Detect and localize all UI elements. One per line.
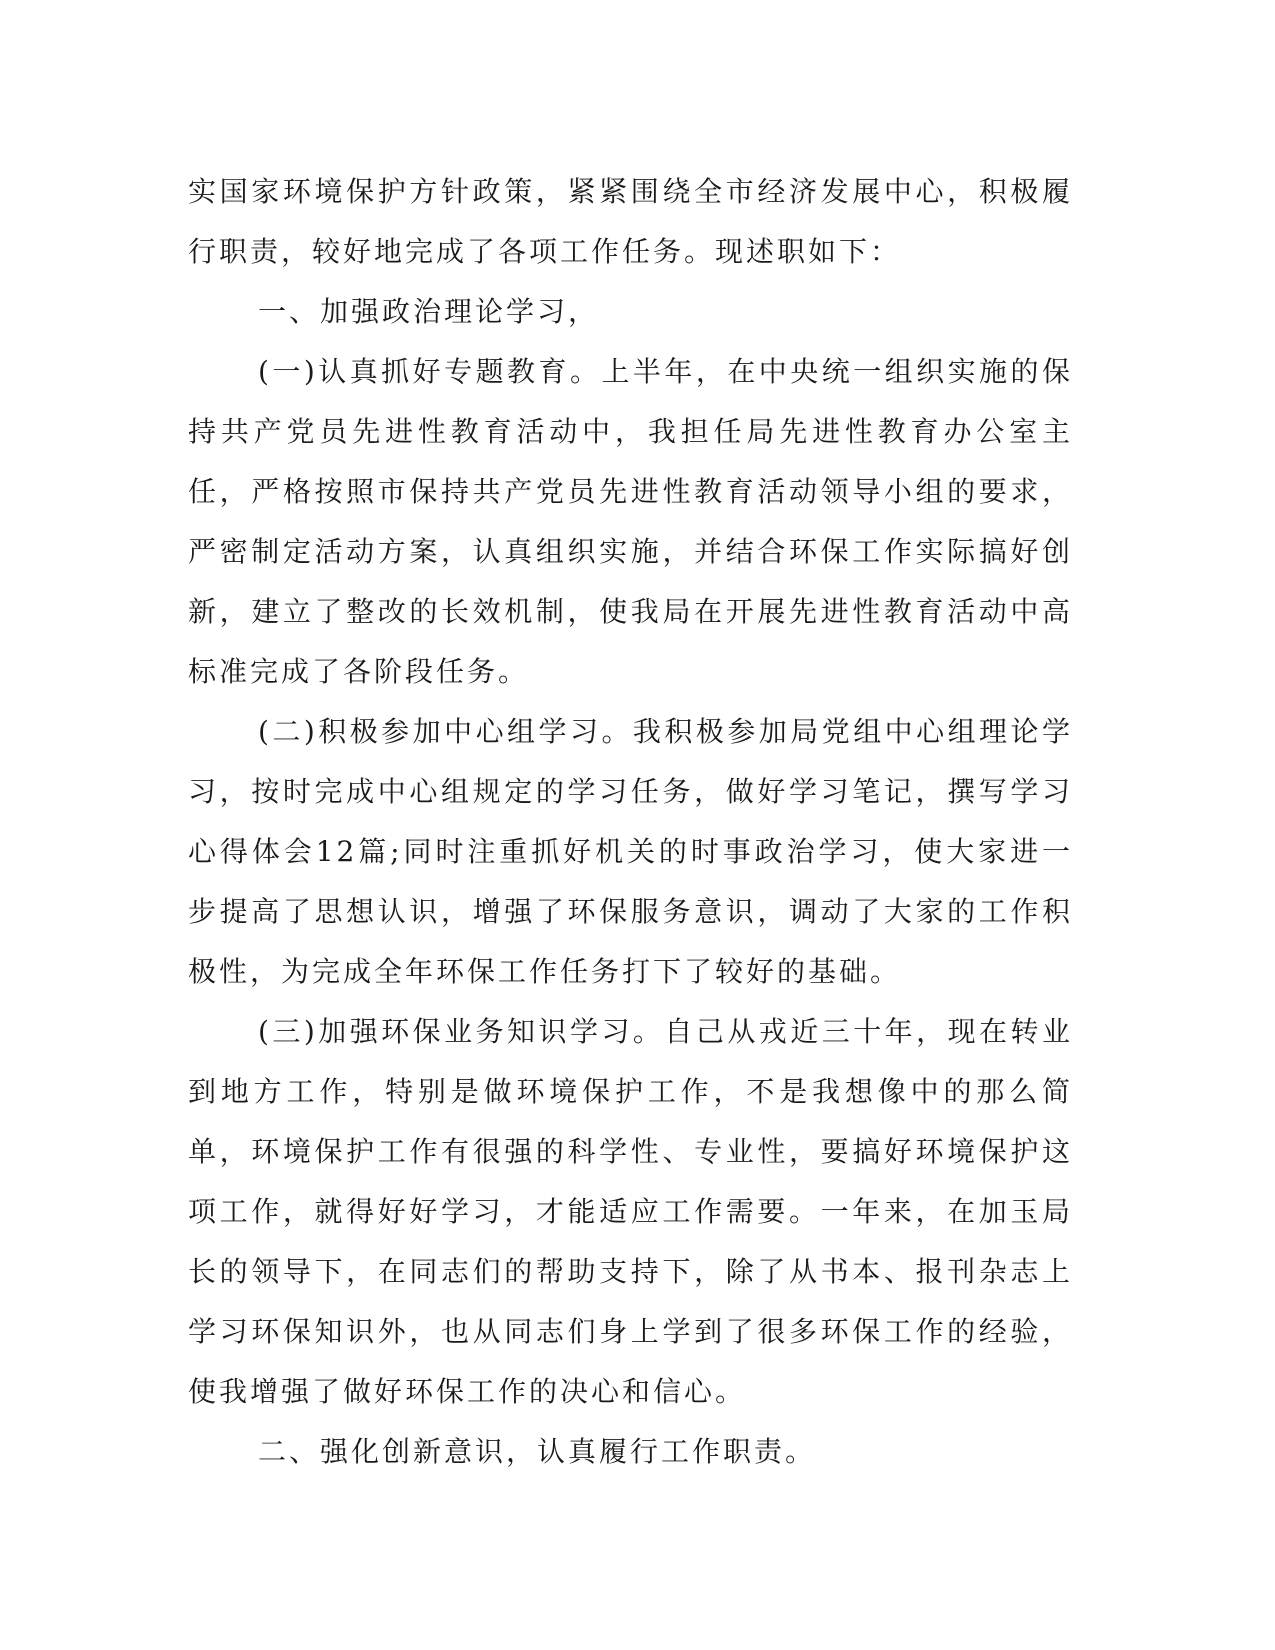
paragraph-subsection-2: (二)积极参加中心组学习。我积极参加局党组中心组理论学习，按时完成中心组规定的学习任务，做好学习笔记，撰写学习心得体会12篇;同时注重抓好机关的时事政治学习，使大家进一步提高了思想认识，增强了环保服务意识，调动了大家的工作积极性，为完成全年环保工作任务打下了较好的基础。 — [188, 715, 1073, 988]
paragraph-subsection-3: (三)加强环保业务知识学习。自己从戎近三十年，现在转业到地方工作，特别是做环境保护工作，不是我想像中的那么简单，环境保护工作有很强的科学性、专业性，要搞好环境保护这项工作，就得好好学习，才能适应工作需要。一年来，在加玉局长的领导下，在同志们的帮助支持下，除了从书本、报刊杂志上学习环保知识外，也从同志们身上学到了很多环保工作的经验，使我增强了做好环保工作的决心和信心。 — [188, 1015, 1073, 1408]
paragraph-intro: 实国家环境保护方针政策，紧紧围绕全市经济发展中心，积极履行职责，较好地完成了各项工作任务。现述职如下： — [188, 175, 1073, 268]
document-body — [188, 162, 1073, 1482]
heading-section-2: 二、强化创新意识，认真履行工作职责。 — [258, 1435, 817, 1468]
heading-section-1: 一、加强政治理论学习， — [258, 295, 600, 328]
paragraph-subsection-1: (一)认真抓好专题教育。上半年，在中央统一组织实施的保持共产党员先进性教育活动中，我担任局先进性教育办公室主任，严格按照市保持共产党员先进性教育活动领导小组的要求，严密制定活动方案，认真组织实施，并结合环保工作实际搞好创新，建立了整改的长效机制，使我局在开展先进性教育活动中高标准完成了各阶段任务。 — [188, 355, 1073, 688]
